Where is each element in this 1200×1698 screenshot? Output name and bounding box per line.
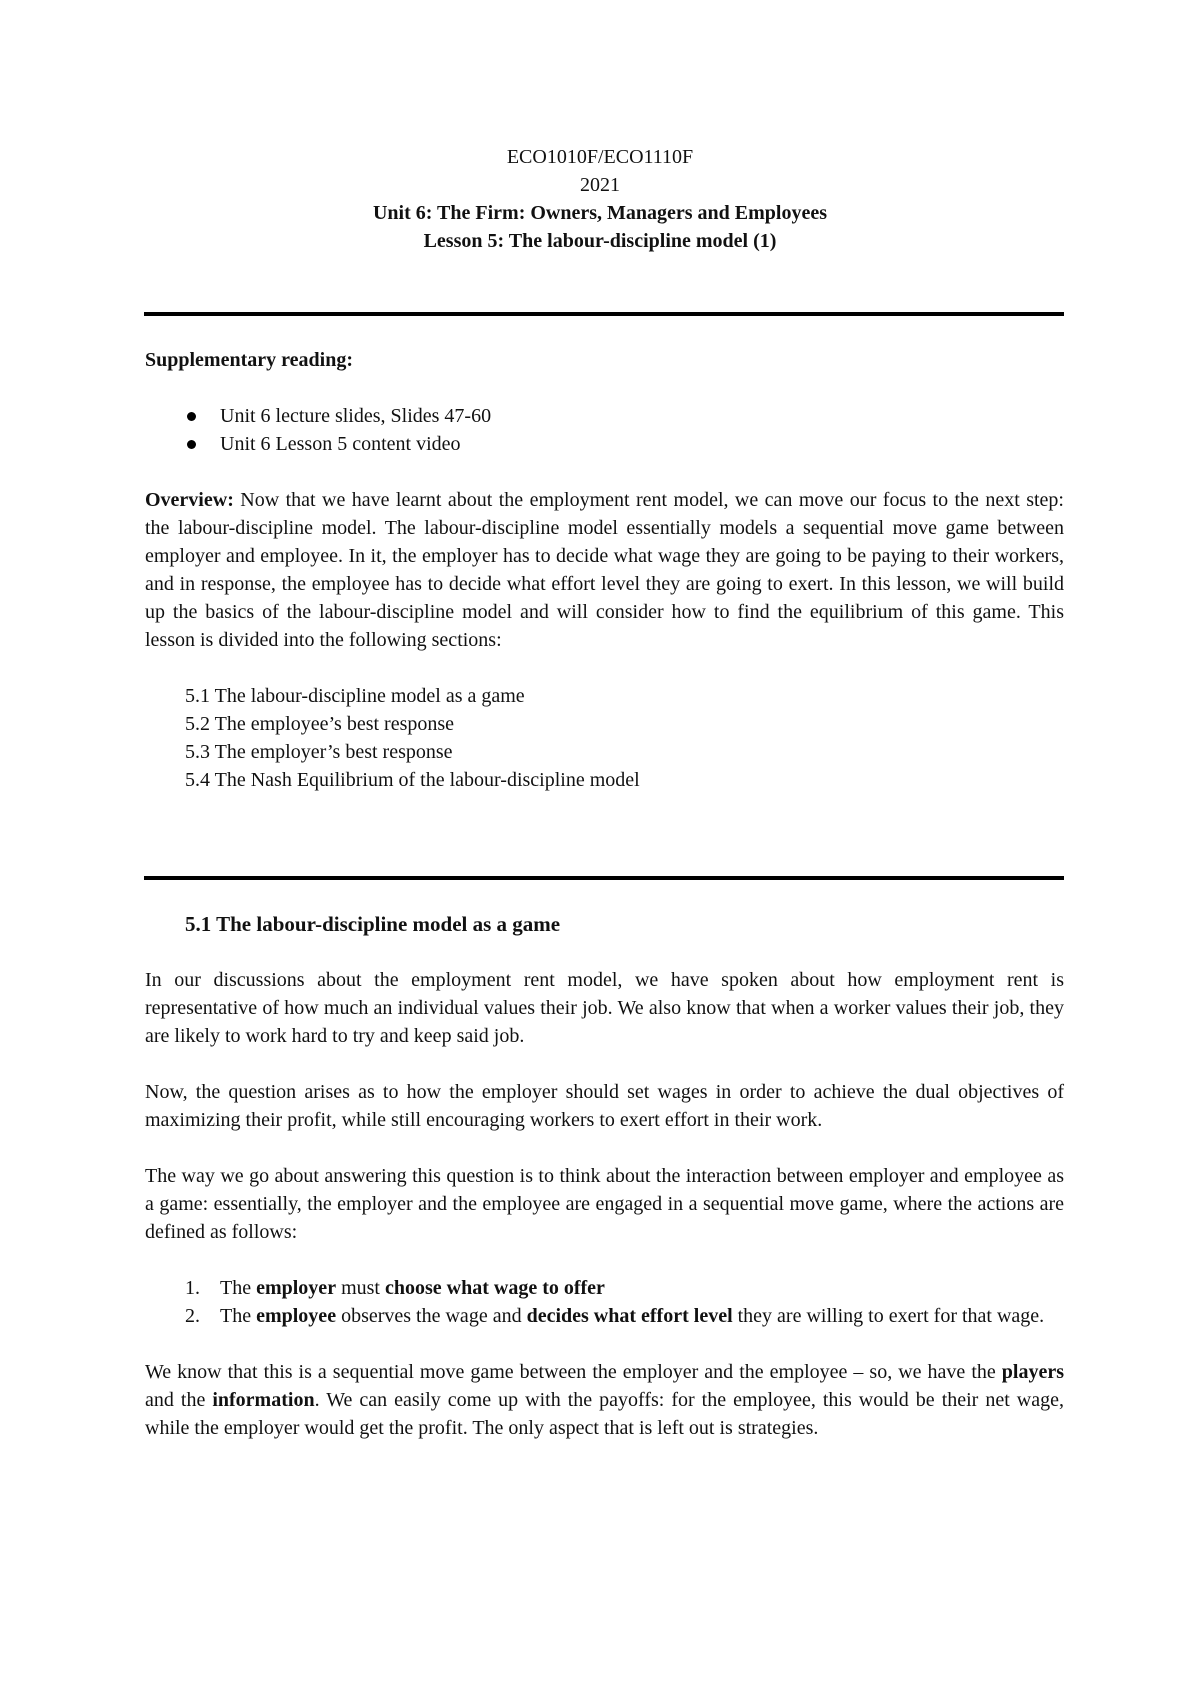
overview-block bbox=[145, 346, 1064, 794]
section-heading: 5.1 The labour-discipline model as a game bbox=[185, 912, 561, 936]
supplementary-heading: Supplementary reading: bbox=[145, 349, 353, 371]
section-item: 5.2 The employee’s best response bbox=[185, 713, 455, 735]
paragraph: The way we go about answering this question is to think about the interaction between employer and employee as a game: essentially, the employer and the employee are engaged in a sequential move game, where the actions are defined as follows: bbox=[145, 1165, 1064, 1243]
paragraph: Now, the question arises as to how the employer should set wages in order to achieve the dual objectives of maximizing their profit, while still encouraging workers to exert effort in their work. bbox=[145, 1081, 1064, 1131]
unit-title: Unit 6: The Firm: Owners, Managers and Employees bbox=[372, 202, 828, 224]
course-code: ECO1010F/ECO1110F bbox=[506, 146, 694, 168]
bullet-icon bbox=[187, 440, 196, 449]
document-header bbox=[0, 143, 1200, 255]
divider-middle bbox=[144, 876, 1064, 880]
list-item: 1. The employer must choose what wage to offer bbox=[185, 1277, 605, 1299]
actions-list bbox=[145, 1274, 1064, 1330]
paragraph: We know that this is a sequential move game between the employer and the employee – so, we have the players and the information. We can easily come up with the payoffs: for the employee, this would be their net wage, while the employer would get the profit. The only aspect that is left out is strategies. bbox=[145, 1361, 1064, 1439]
year: 2021 bbox=[580, 174, 620, 196]
paragraph: In our discussions about the employment rent model, we have spoken about how employment rent is representative of how much an individual values their job. We also know that when a worker values their job, they are likely to work hard to try and keep said job. bbox=[145, 969, 1064, 1047]
section-item: 5.1 The labour-discipline model as a game bbox=[185, 685, 525, 707]
list-item: Unit 6 Lesson 5 content video bbox=[145, 430, 1064, 458]
list-item: Unit 6 lecture slides, Slides 47-60 bbox=[145, 402, 1064, 430]
supplementary-list bbox=[145, 402, 1064, 458]
section-list bbox=[145, 682, 1064, 794]
divider-top bbox=[144, 312, 1064, 316]
section-item: 5.3 The employer’s best response bbox=[185, 741, 453, 763]
list-item: 2. The employee observes the wage and decides what effort level they are willing to exert for that wage. bbox=[185, 1305, 1045, 1327]
section-5-1 bbox=[145, 910, 1064, 1442]
lesson-title: Lesson 5: The labour-discipline model (1) bbox=[423, 230, 777, 252]
overview-paragraph: Overview: Now that we have learnt about the employment rent model, we can move our focus to the next step: the labour-discipline model. The labour-discipline model essentially models a sequential move game between employer and employee. In it, the employer has to decide what wage they are going to be paying to their workers, and in response, the employee has to decide what effort level they are going to exert. In this lesson, we will build up the basics of the labour-discipline model and will consider how to find the equilibrium of this game. This lesson is divided into the following sections: bbox=[145, 489, 1064, 651]
bullet-icon bbox=[187, 412, 196, 421]
section-item: 5.4 The Nash Equilibrium of the labour-discipline model bbox=[185, 769, 640, 791]
overview-label: Overview: bbox=[145, 489, 234, 511]
